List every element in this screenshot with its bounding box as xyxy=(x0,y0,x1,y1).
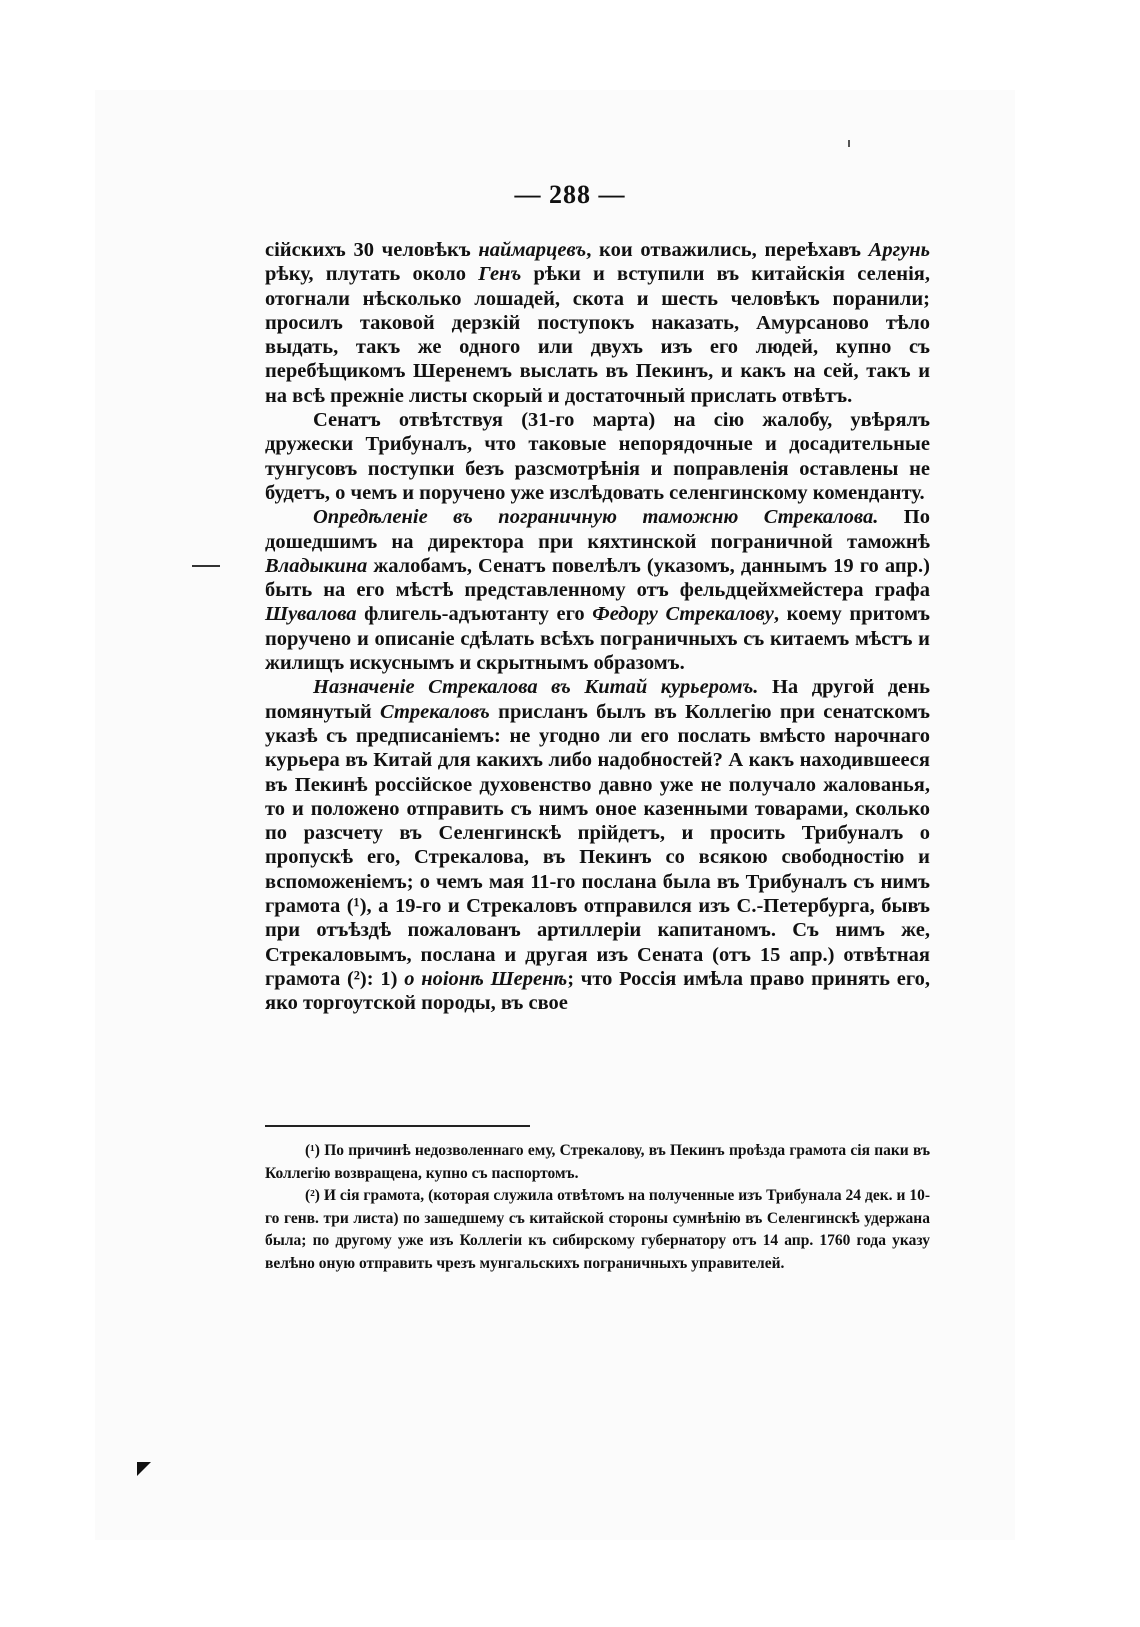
italic-run: Шувалова xyxy=(265,603,357,626)
paragraph xyxy=(265,675,930,1015)
text-run: На другой день помянутый xyxy=(265,676,930,723)
italic-run: Опредѣленіе въ пограничную таможню Стрекалова. xyxy=(313,506,879,529)
italic-run: наймарцевъ xyxy=(478,239,587,261)
main-text xyxy=(265,238,930,1016)
paragraph xyxy=(265,408,930,505)
italic-run: Стрекаловъ xyxy=(380,700,490,723)
scan-speck xyxy=(848,140,850,147)
italic-run: Владыкина xyxy=(265,554,368,577)
text-run: присланъ былъ въ Коллегію при сенатскомъ указѣ съ предписаніемъ: не угодно ли его послать вмѣсто нарочнаго курьера въ Китай для какихъ либо надобностей? А какъ находившееся въ Пекинѣ россійское духовенство давно уже не получало жалованья, то и положено отправить съ нимъ оное казенными товарами, сколько по разсчету въ Селенгинскѣ прійдетъ, и просить Трибуналъ о пропускѣ его, Стрекалова, въ Пекинъ со всякою свободностію и вспоможеніемъ; о чемъ мая 11-го послана была въ Трибуналъ съ нимъ грамота (¹), а 19-го и Стрекаловъ отправился изъ С.-Петербурга, бывъ при отъѣздѣ пожалованъ артиллеріи капитаномъ. Съ нимъ же, Стрекаловымъ, послана и другая изъ Сената (отъ 15 апр.) отвѣтная грамота (²): 1) xyxy=(265,700,930,990)
text-run: рѣки и вступили въ китайскія селенія, отогнали нѣсколько лошадей, скота и шесть человѣкъ поранили; просилъ таковой дерзкій поступокъ наказать, Амурсаново тѣло выдать, такъ же одного или двухъ изъ его людей, купно съ перебѣщикомъ Шеренемъ выслать въ Пекинъ, и какъ на сей, такъ и на всѣ прежніе листы скорый и достаточный прислать отвѣтъ. xyxy=(265,263,930,407)
italic-run: о ноіонѣ Шеренѣ xyxy=(404,967,568,990)
italic-run: Назначеніе Стрекалова въ Китай курьеромъ. xyxy=(313,676,759,699)
footnote-rule xyxy=(265,1125,530,1127)
text-run: По дошедшимъ на директора при кяхтинской пограничной таможнѣ xyxy=(265,506,930,553)
footnote: (¹) По причинѣ недозволеннаго ему, Стрекалову, въ Пекинъ проѣзда грамота сія паки въ Коллегію возвращена, купно съ паспортомъ. xyxy=(265,1142,930,1182)
footnotes xyxy=(265,1140,930,1275)
paragraph xyxy=(265,238,930,408)
text-run: сійскихъ 30 человѣкъ xyxy=(265,239,479,261)
page-number: — 288 — xyxy=(514,180,626,209)
text-run: , коему притомъ поручено и описаніе сдѣлать всѣхъ пограничныхъ съ китаемъ мѣстъ и жилищъ искуснымъ и скрытнымъ образомъ. xyxy=(265,603,930,675)
italic-run: Федору Стрекалову xyxy=(592,603,774,626)
footnote: (²) И сія грамота, (которая служила отвѣтомъ на полученные изъ Трибунала 24 дек. и 10-го генв. три листа) по зашедшему съ китайской стороны сумнѣнію въ Селенгинскѣ удержана была; по другому уже изъ Коллегіи къ сибирскому губернатору отъ 14 апр. 1760 года указу велѣно оную отправить чрезъ мунгальскихъ пограничныхъ управителей. xyxy=(265,1187,930,1272)
text-run: , кои отважились, переѣхавъ xyxy=(586,239,869,261)
text-run: флигель-адъютанту его xyxy=(356,603,593,626)
corner-triangle-icon xyxy=(137,1462,151,1476)
paragraph xyxy=(265,505,930,675)
text-run: Сенатъ отвѣтствуя (31-го марта) на сію жалобу, увѣрялъ дружески Трибуналъ, что таковые непорядочные и досадительные тунгусовъ поступки безъ разсмотрѣнія и поправленія оставлены не будетъ, о чемъ и поручено уже изслѣдовать селенгинскому коменданту. xyxy=(265,409,930,504)
italic-run: Аргунь xyxy=(868,239,930,261)
text-run: жалобамъ, Сенатъ повелѣлъ (указомъ, даннымъ 19 го апр.) быть на его мѣстѣ представленному отъ фельдцейхмейстера графа xyxy=(265,554,930,602)
text-run: рѣку, плутать около xyxy=(265,263,479,286)
italic-run: Генъ xyxy=(478,263,522,286)
margin-mark xyxy=(192,565,220,567)
text-run: ; что Россія имѣла право принять его, яко торгоутской породы, въ свое xyxy=(265,967,931,1015)
